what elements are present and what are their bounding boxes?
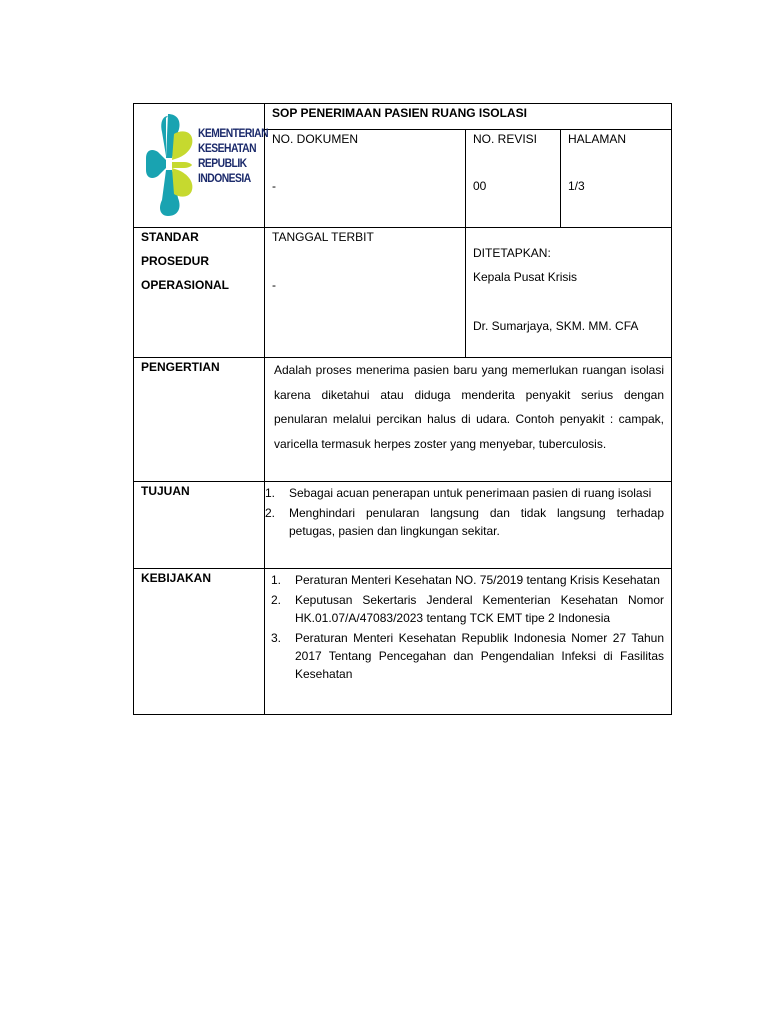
logo-line-1: KEMENTERIAN [198,126,269,140]
pengertian-label: PENGERTIAN [141,360,220,374]
no-revisi-label: NO. REVISI [473,132,538,146]
kebijakan-label: KEBIJAKAN [141,571,212,585]
kebijakan-list [271,571,664,683]
halaman-value: 1/3 [568,179,585,193]
kebijakan-content-cell [265,569,672,715]
document-title: SOP PENERIMAAN PASIEN RUANG ISOLASI [272,106,527,120]
pengertian-text: Adalah proses menerima pasien baru yang memerlukan ruangan isolasi karena diketahui atau diduga menderita penyakit serius dengan penularan melalui percikan halus di udara. Contoh penyakit : campak, varicella termasuk herpes zoster yang menyebar, tuberculosis. [274,363,665,451]
no-revisi-value: 00 [473,179,487,193]
list-item-text: Peraturan Menteri Kesehatan NO. 75/2019 tentang Krisis Kesehatan [295,573,660,587]
tujuan-label: TUJUAN [141,484,190,498]
logo-cell [134,104,269,228]
no-revisi-cell [466,130,561,228]
title-cell [265,104,672,130]
list-item [271,591,664,627]
list-item-number: 1. [265,486,276,500]
no-dokumen-label: NO. DOKUMEN [272,132,359,146]
list-item-number: 2. [271,593,282,607]
sop-document [133,103,671,715]
ditetapkan-cell [466,228,672,358]
tujuan-label-cell [134,482,265,569]
list-item-text: Peraturan Menteri Kesehatan Republik Indonesia Nomer 27 Tahun 2017 Tentang Pencegahan dan Pengendalian Infeksi di Fasilitas Kesehatan [295,631,665,681]
list-item-number: 2. [265,506,276,520]
standar-line-2: PROSEDUR [141,254,210,268]
list-item-number: 3. [271,631,282,645]
list-item-number: 1. [271,573,282,587]
logo-text [198,126,268,186]
standar-label-cell [134,228,265,358]
logo-line-3: REPUBLIK [198,156,247,170]
tanggal-terbit-value: - [272,278,276,292]
list-item-text: Keputusan Sekertaris Jenderal Kementerian Kesehatan Nomor HK.01.07/A/47083/2023 tentang TCK EMT tipe 2 Indonesia [295,593,665,625]
list-item-text: Sebagai acuan penerapan untuk penerimaan pasien di ruang isolasi [289,486,652,500]
no-dokumen-value: - [272,179,276,193]
no-dokumen-cell [265,130,466,228]
tujuan-list [265,484,664,540]
list-item [271,571,664,589]
logo-line-4: INDONESIA [198,171,251,185]
pengertian-content-cell [265,358,672,482]
ditetapkan-label: DITETAPKAN: [473,246,551,260]
pengertian-label-cell [134,358,265,482]
standar-line-1: STANDAR [141,230,199,244]
tanggal-terbit-label: TANGGAL TERBIT [272,230,374,244]
sop-table [133,103,672,715]
list-item [265,504,664,540]
tujuan-content-cell [265,482,672,569]
list-item [265,484,664,502]
halaman-cell [561,130,672,228]
penanggung-jawab-name: Dr. Sumarjaya, SKM. MM. CFA [473,319,639,333]
list-item-text: Menghindari penularan langsung dan tidak langsung terhadap petugas, pasien dan lingkungan sekitar. [289,506,665,538]
standar-line-3: OPERASIONAL [141,278,230,292]
jabatan-text: Kepala Pusat Krisis [473,270,578,284]
kebijakan-label-cell [134,569,265,715]
kemenkes-logo-icon [144,110,196,220]
halaman-label: HALAMAN [568,132,627,146]
tanggal-terbit-cell [265,228,466,358]
logo-line-2: KESEHATAN [198,141,257,155]
list-item [271,629,664,683]
